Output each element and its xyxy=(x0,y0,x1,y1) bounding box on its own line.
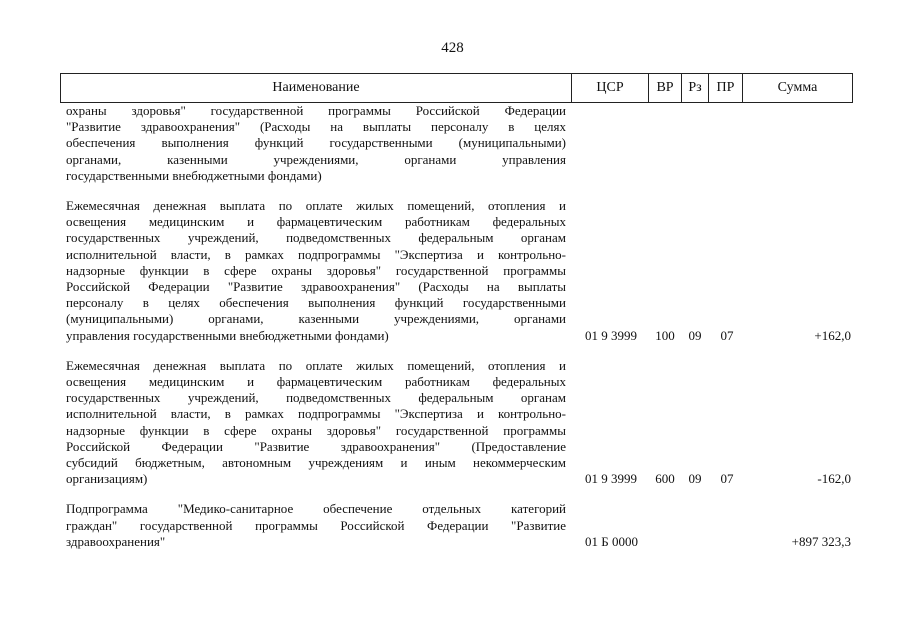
row-vr-cell: 100 xyxy=(655,327,675,343)
row-name-line: "Развитие здравоохранения" (Расходы на выплаты персоналу в целях xyxy=(66,119,566,135)
row-name-line: Ежемесячная денежная выплата по оплате жилых помещений, отопления и xyxy=(66,357,566,373)
row-name-line: обеспечения выполнения функций государственными (муниципальными) xyxy=(66,135,566,151)
row-name-line: надзорные функции в сфере охраны здоровья" государственной программы xyxy=(66,422,566,438)
table-body xyxy=(62,103,853,550)
table-row xyxy=(62,358,853,488)
header-name: Наименование xyxy=(61,74,572,102)
row-rz-cell: 09 xyxy=(688,327,702,343)
row-csr-cell: 01 9 3999 xyxy=(585,327,637,343)
page-number: 428 xyxy=(441,40,464,56)
row-name-line: освещения медицинским и фармацевтическим работникам федеральных xyxy=(66,374,566,390)
row-name-line: надзорные функции в сфере охраны здоровья" государственной программы xyxy=(66,262,566,278)
row-name-cell xyxy=(62,358,566,488)
row-name-line: государственных учреждений, подведомственных федеральным органам xyxy=(66,390,566,406)
row-pr-cell: 07 xyxy=(720,327,734,343)
table-row xyxy=(62,501,853,550)
row-name-line: персоналу в целях обеспечения выполнения функций государственными xyxy=(66,295,566,311)
row-name-cell xyxy=(62,103,566,184)
row-rz-cell: 09 xyxy=(688,471,702,487)
row-name-line: государственными внебюджетными фондами) xyxy=(66,167,322,183)
row-name-line: субсидий бюджетным, автономным учреждениям и иным некоммерческим xyxy=(66,455,566,471)
row-csr-cell: 01 Б 0000 xyxy=(585,533,638,549)
row-sum-cell: +162,0 xyxy=(814,327,851,343)
row-name-line: государственных учреждений, подведомственных федеральным органам xyxy=(66,230,566,246)
row-name-line: Российской Федерации "Развитие здравоохранения" (Расходы на выплаты xyxy=(66,279,566,295)
table-row xyxy=(62,103,853,184)
table-row xyxy=(62,198,853,344)
header-sum: Сумма xyxy=(777,80,818,95)
row-name-line: исполнительной власти, в рамках подпрограммы "Экспертиза и контрольно- xyxy=(66,406,566,422)
table-header xyxy=(60,73,853,103)
row-pr-cell: 07 xyxy=(720,471,734,487)
row-name-line: органами, казенными учреждениями, органами управления xyxy=(66,151,566,167)
row-name-line: Подпрограмма "Медико-санитарное обеспечение отдельных категорий xyxy=(66,501,566,517)
header-rz: Рз xyxy=(682,74,709,102)
row-name-line: управления государственными внебюджетными фондами) xyxy=(66,327,389,343)
header-vr: ВР xyxy=(649,74,682,102)
row-sum-cell: +897 323,3 xyxy=(791,533,851,549)
row-name-line: охраны здоровья" государственной программы Российской Федерации xyxy=(66,103,566,118)
row-name-line: организациям) xyxy=(66,471,148,487)
row-name-line: освещения медицинским и фармацевтическим работникам федеральных xyxy=(66,214,566,230)
row-name-line: Ежемесячная денежная выплата по оплате жилых помещений, отопления и xyxy=(66,198,566,214)
row-name-cell xyxy=(62,198,566,344)
row-name-line: здравоохранения" xyxy=(66,533,166,549)
row-csr-cell: 01 9 3999 xyxy=(585,471,637,487)
row-name-line: Российской Федерации "Развитие здравоохранения" (Предоставление xyxy=(66,438,566,454)
row-vr-cell: 600 xyxy=(655,471,675,487)
row-name-line: исполнительной власти, в рамках подпрограммы "Экспертиза и контрольно- xyxy=(66,246,566,262)
row-name-cell xyxy=(62,501,566,550)
header-csr: ЦСР xyxy=(572,74,649,102)
row-name-line: граждан" государственной программы Российской Федерации "Развитие xyxy=(66,517,566,533)
header-pr: ПР xyxy=(709,74,743,102)
row-name-line: (муниципальными) органами, казенными учреждениями, органами xyxy=(66,311,566,327)
row-sum-cell: -162,0 xyxy=(817,471,851,487)
